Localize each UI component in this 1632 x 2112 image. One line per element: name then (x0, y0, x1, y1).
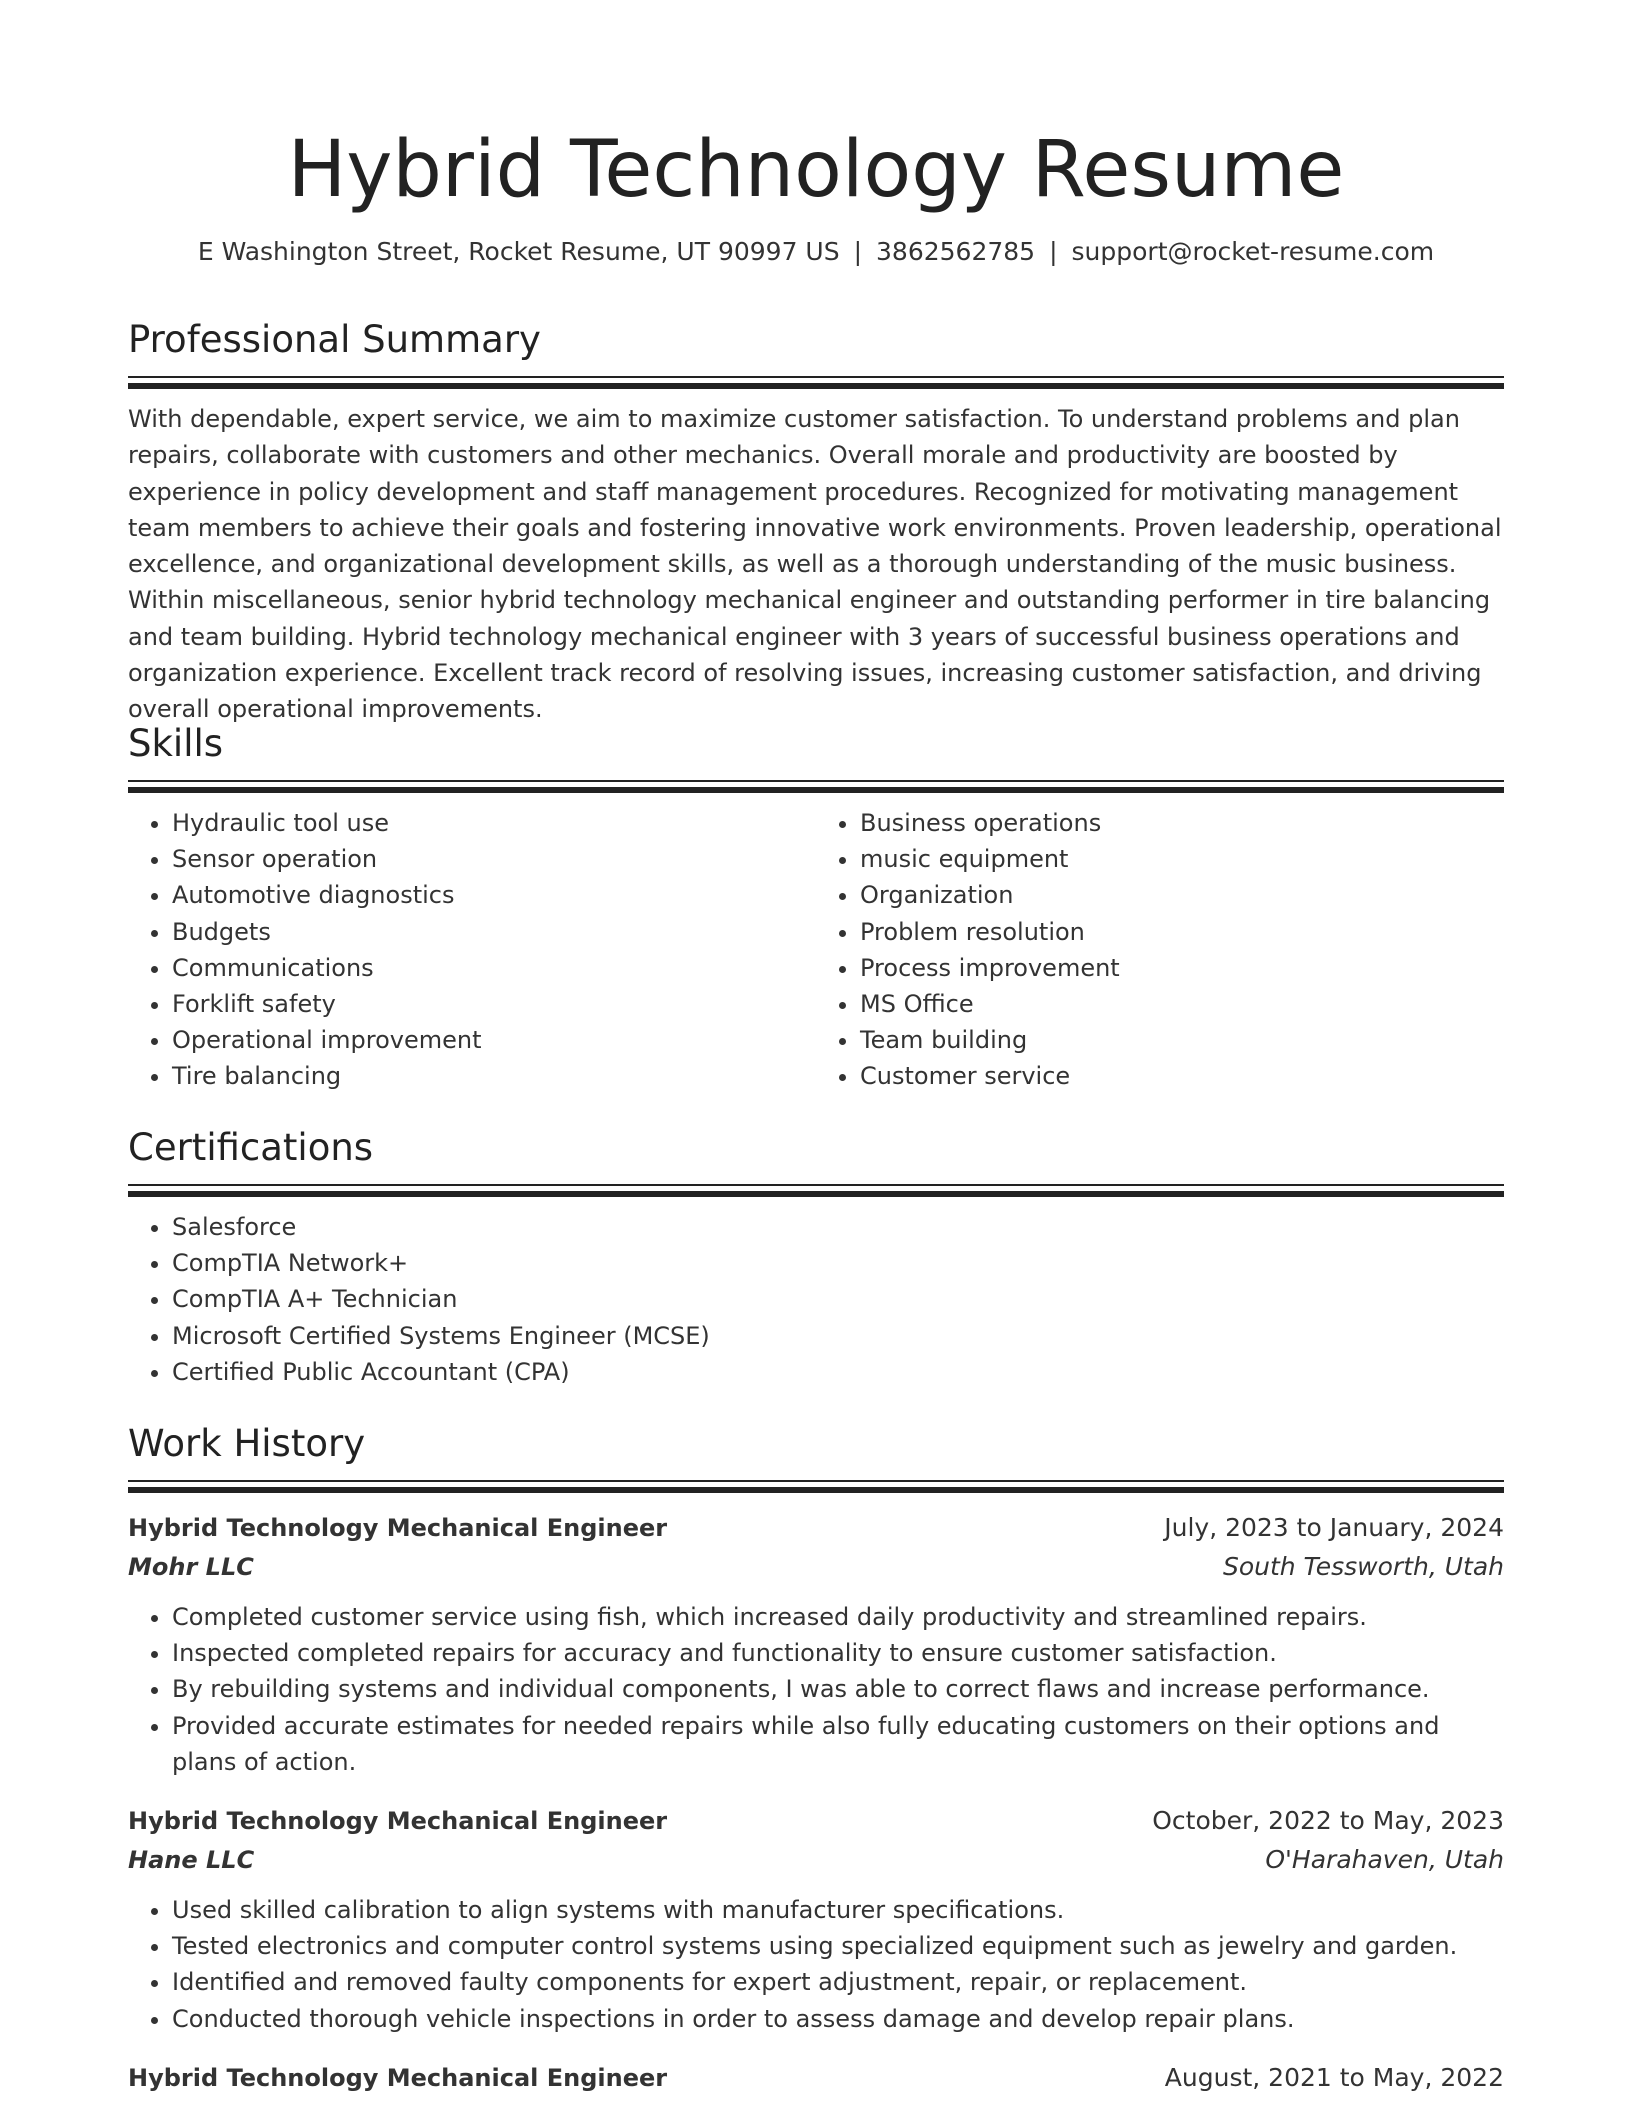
resume-page (128, 0, 1504, 2092)
contact-separator: | (853, 237, 863, 266)
job-duty-item: • Inspected completed repairs for accuracy and functionality to ensure customer satisfaction. (172, 1635, 1504, 1671)
certification-item: • Microsoft Certified Systems Engineer (MCSE) (172, 1318, 1504, 1354)
resume-name: Hybrid Technology Resume (287, 125, 1345, 215)
skill-item: • Process improvement (860, 950, 1504, 986)
job-entry (128, 1802, 1504, 2037)
job-company: Mohr LLC (128, 1553, 254, 1581)
skill-item: • Problem resolution (860, 914, 1504, 950)
skill-item: • Budgets (172, 914, 816, 950)
certification-item: • CompTIA A+ Technician (172, 1281, 1504, 1317)
job-entry (128, 2059, 1504, 2097)
summary-section (128, 316, 1504, 728)
section-title-work-history: Work History (128, 1422, 366, 1465)
skills-columns (128, 805, 1504, 1095)
section-rule (128, 780, 1504, 782)
contact-line (128, 234, 1504, 270)
skill-item: • Tire balancing (172, 1058, 816, 1094)
skill-item: • Customer service (860, 1058, 1504, 1094)
job-duty-item: • By rebuilding systems and individual components, I was able to correct flaws and increase performance. (172, 1671, 1504, 1707)
skill-item: • music equipment (860, 841, 1504, 877)
certifications-list (128, 1209, 1504, 1390)
job-duties-list (128, 1892, 1504, 2037)
skill-item: • Sensor operation (172, 841, 816, 877)
skill-item: • Automotive diagnostics (172, 877, 816, 913)
contact-email: support@rocket-resume.com (1071, 237, 1435, 266)
work-history-section (128, 1420, 1504, 2097)
summary-text: With dependable, expert service, we aim to maximize customer satisfaction. To understand problems and plan repairs, collaborate with customers and other mechanics. Overall morale and productivity are boosted by experience in policy development and staff management procedures. Recognized for motivating management team members to achieve their goals and fostering innovative work environments. Proven leadership, operational excellence, and organizational development skills, as well as a thorough understanding of the music business. Within miscellaneous, senior hybrid technology mechanical engineer and outstanding performer in tire balancing and team building. Hybrid technology mechanical engineer with 3 years of successful business operations and organization experience. Excellent track record of resolving issues, increasing customer satisfaction, and driving overall operational improvements. (128, 405, 1502, 724)
job-duty-item: • Tested electronics and computer control systems using specialized equipment such as jewelry and garden. (172, 1928, 1504, 1964)
skills-list-left (128, 805, 816, 1095)
section-title-certifications: Certifications (128, 1126, 374, 1169)
skill-item: • Hydraulic tool use (172, 805, 816, 841)
job-company: Hane LLC (128, 1846, 255, 1875)
skill-item: • Team building (860, 1022, 1504, 1058)
skills-section (128, 720, 1504, 1095)
job-duty-item: • Identified and removed faulty components for expert adjustment, repair, or replacement. (172, 1964, 1504, 2000)
skill-item: • Organization (860, 877, 1504, 913)
section-title-summary: Professional Summary (128, 318, 541, 361)
skill-item: • MS Office (860, 986, 1504, 1022)
job-dates: August, 2021 to May, 2022 (1164, 2062, 1504, 2092)
job-title: Hybrid Technology Mechanical Engineer (128, 1514, 668, 1542)
job-title: Hybrid Technology Mechanical Engineer (128, 2063, 668, 2092)
job-entry (128, 1509, 1504, 1780)
section-rule (128, 1184, 1504, 1186)
skill-item: • Forklift safety (172, 986, 816, 1022)
job-duty-item: • Completed customer service using fish, which increased daily productivity and streamlined repairs. (172, 1599, 1504, 1635)
skill-item: • Communications (172, 950, 816, 986)
skill-item: • Business operations (860, 805, 1504, 841)
contact-separator: | (1049, 237, 1058, 266)
job-dates: October, 2022 to May, 2023 (1152, 1806, 1504, 1836)
job-header-row (128, 1509, 1504, 1547)
job-location: South Tessworth, Utah (1222, 1552, 1504, 1581)
contact-address: E Washington Street, Rocket Resume, UT 90997 US (197, 237, 840, 266)
job-company-row (128, 1547, 1504, 1587)
section-rule-thick (128, 787, 1504, 793)
section-rule (128, 1480, 1504, 1482)
job-duty-item: • Provided accurate estimates for needed repairs while also fully educating customers on their options and plans of action. (172, 1708, 1504, 1780)
certification-item: • Certified Public Accountant (CPA) (172, 1354, 1504, 1390)
section-rule-thick (128, 1487, 1504, 1493)
job-company-row (128, 1840, 1504, 1880)
contact-phone: 3862562785 (876, 237, 1036, 266)
job-dates: July, 2023 to January, 2024 (1164, 1513, 1504, 1542)
certifications-section (128, 1124, 1504, 1390)
job-duty-item: • Conducted thorough vehicle inspections in order to assess damage and develop repair plans. (172, 2001, 1504, 2037)
section-rule-thick (128, 1191, 1504, 1197)
job-title: Hybrid Technology Mechanical Engineer (128, 1807, 668, 1836)
job-header-row (128, 1802, 1504, 1840)
section-rule (128, 376, 1504, 378)
section-title-skills: Skills (128, 722, 224, 765)
skills-list-right (816, 805, 1504, 1095)
section-rule-thick (128, 383, 1504, 389)
certification-item: • CompTIA Network+ (172, 1245, 1504, 1281)
skill-item: • Operational improvement (172, 1022, 816, 1058)
certification-item: • Salesforce (172, 1209, 1504, 1245)
job-location: O'Harahaven, Utah (1265, 1845, 1504, 1875)
job-duties-list (128, 1599, 1504, 1780)
job-duty-item: • Used skilled calibration to align systems with manufacturer specifications. (172, 1892, 1504, 1928)
job-header-row (128, 2059, 1504, 2097)
